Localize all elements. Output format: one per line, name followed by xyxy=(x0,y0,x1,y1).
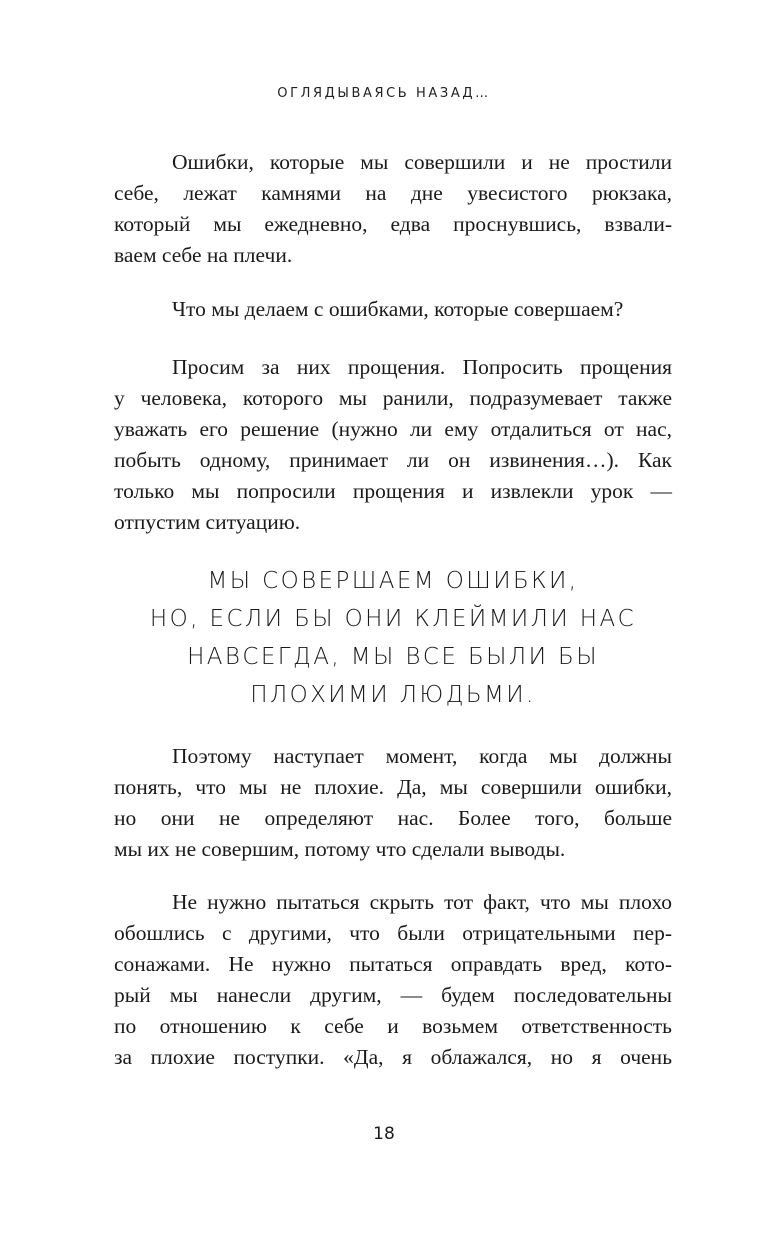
paragraph-3 xyxy=(114,352,672,538)
paragraph-line: Поэтому наступает момент, когда мы должны xyxy=(172,744,672,768)
paragraph-4 xyxy=(114,741,672,865)
paragraph-line: мы их не совершим, потому что сделали выводы. xyxy=(114,837,566,861)
paragraph-line: Ошибки, которые мы совершили и не простили xyxy=(172,150,672,174)
pull-quote-line: НО, ЕСЛИ БЫ ОНИ КЛЕЙМИЛИ НАС xyxy=(149,606,637,632)
paragraph-line: сонажами. Не нужно пытаться оправдать вред, кото- xyxy=(114,952,672,976)
paragraph-line: обошлись с другими, что были отрицательными пер- xyxy=(114,921,672,945)
pull-quote-line: МЫ СОВЕРШАЕМ ОШИБКИ, xyxy=(207,568,579,594)
paragraph-line: рый мы нанесли другим, — будем последовательны xyxy=(114,983,672,1007)
paragraph-line: Что мы делаем с ошибками, которые совершаем? xyxy=(172,297,624,321)
paragraph-line: побыть одному, принимает ли он извинения…). Как xyxy=(114,448,672,472)
paragraph-line: по отношению к себе и возьмем ответственность xyxy=(114,1014,672,1038)
paragraph-line: но они не определяют нас. Более того, больше xyxy=(114,806,672,830)
paragraph-line: ваем себе на плечи. xyxy=(114,243,293,267)
running-head: ОГЛЯДЫВАЯСЬ НАЗАД… xyxy=(277,86,491,101)
pull-quote xyxy=(114,562,672,714)
paragraph-line: Просим за них прощения. Попросить прощения xyxy=(172,355,672,379)
paragraph-line: уважать его решение (нужно ли ему отдалиться от нас, xyxy=(114,417,672,441)
paragraph-2 xyxy=(114,294,672,325)
paragraph-line: за плохие поступки. «Да, я облажался, но я очень xyxy=(114,1045,672,1069)
paragraph-line: у человека, которого мы ранили, подразумевает также xyxy=(114,386,672,410)
paragraph-line: который мы ежедневно, едва проснувшись, взвали- xyxy=(114,212,672,236)
paragraph-line: себе, лежат камнями на дне увесистого рюкзака, xyxy=(114,181,672,205)
page-number: 18 xyxy=(373,1124,395,1144)
pull-quote-line: ПЛОХИМИ ЛЮДЬМИ. xyxy=(250,682,536,708)
paragraph-line: только мы попросили прощения и извлекли урок — xyxy=(114,479,672,503)
paragraph-line: отпустим ситуацию. xyxy=(114,510,301,534)
paragraph-line: Не нужно пытаться скрыть тот факт, что мы плохо xyxy=(172,890,672,914)
pull-quote-line: НАВСЕГДА, МЫ ВСЕ БЫЛИ БЫ xyxy=(187,644,599,670)
paragraph-5 xyxy=(114,887,672,1073)
paragraph-1 xyxy=(114,147,672,271)
paragraph-line: понять, что мы не плохие. Да, мы совершили ошибки, xyxy=(114,775,672,799)
